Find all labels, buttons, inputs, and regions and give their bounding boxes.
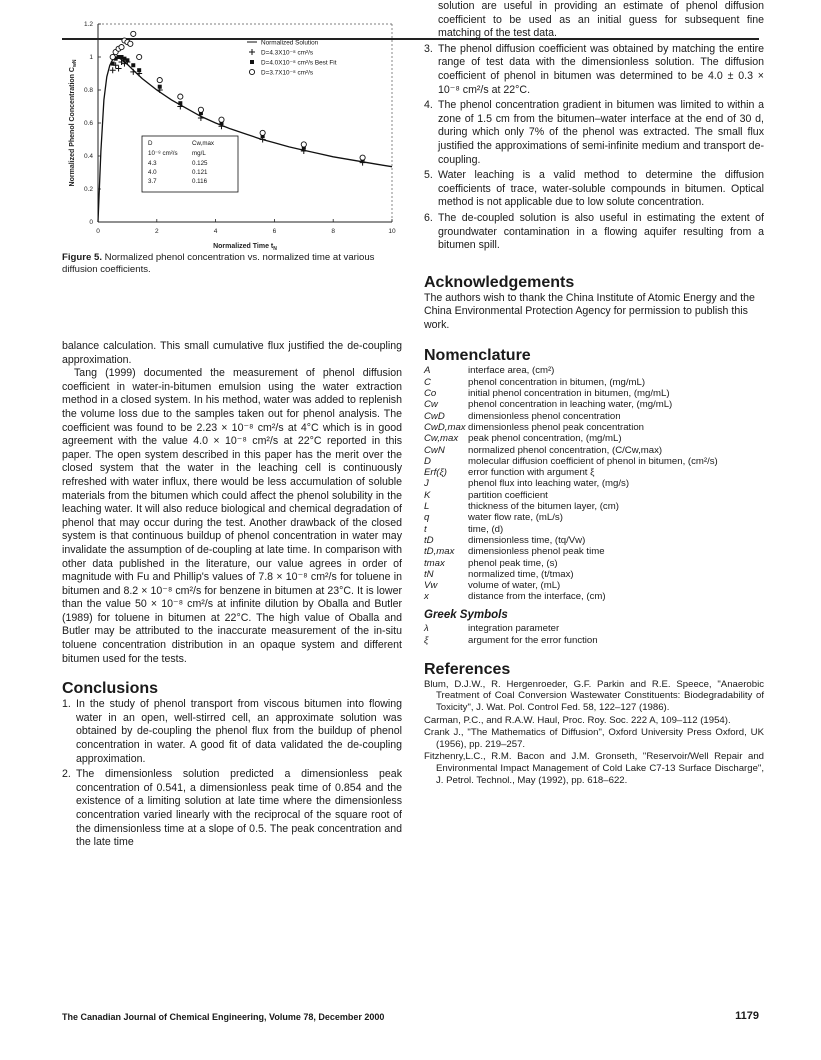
nomenclature-symbol: q xyxy=(424,512,430,524)
x-tick-label: 4 xyxy=(213,228,218,235)
square-data-point xyxy=(137,68,141,72)
conclusions-list-right xyxy=(424,0,764,253)
nomenclature-symbol: CwD,max xyxy=(424,421,466,433)
conclusion-text: Water leaching is a valid method to determine the diffusion coefficients of trace, water-soluble compounds in bitumen. Optical method is not applicable due to low solute concentration. xyxy=(438,169,764,209)
greek-symbols-heading: Greek Symbols xyxy=(424,608,508,621)
nomenclature-row xyxy=(424,365,764,376)
greek-symbol-definition: argument for the error function xyxy=(468,634,598,646)
nomenclature-symbol: CwD xyxy=(424,410,445,422)
conclusion-text: The dimensionless solution predicted a dimensionless peak concentration of 0.541, a dimensionless peak time of 0.854 and the existence of a limiting solution at late time where the dimensionless concentration varied linearly with the reciprocal of the square root of the dimensionless time at a slope of 0.5. The peak concentration and the late time xyxy=(76,768,402,849)
square-data-point xyxy=(158,85,162,89)
nomenclature-row xyxy=(424,524,764,535)
conclusions-list-left xyxy=(62,698,402,850)
nomenclature-row xyxy=(424,490,764,501)
nomenclature-symbol: Cw,max xyxy=(424,433,459,445)
nomenclature-definition: thickness of the bitumen layer, (cm) xyxy=(468,501,619,513)
acknowledgements-heading: Acknowledgements xyxy=(424,273,575,291)
inset-table-cell: 3.7 xyxy=(148,178,157,185)
x-tick-label: 0 xyxy=(96,228,100,235)
greek-symbol-symbol: λ xyxy=(424,623,429,635)
nomenclature-row xyxy=(424,411,764,422)
nomenclature-symbol: tD xyxy=(424,534,434,546)
nomenclature-symbol: Cw xyxy=(424,399,438,411)
nomenclature-symbol: CwN xyxy=(424,444,445,456)
nomenclature-definition: interface area, (cm²) xyxy=(468,365,555,377)
nomenclature-symbol: Vw xyxy=(424,580,438,592)
nomenclature-list xyxy=(424,365,764,602)
square-data-point xyxy=(178,101,182,105)
conclusion-item xyxy=(424,99,764,167)
x-axis-label: Normalized Time $t_N$ xyxy=(213,243,277,250)
circle-data-point xyxy=(137,54,142,59)
nomenclature-definition: time, (d) xyxy=(468,523,504,535)
figure-5 xyxy=(62,0,402,250)
greek-symbols-list xyxy=(424,623,764,646)
conclusion-item xyxy=(424,43,764,97)
paragraph-1: balance calculation. This small cumulative flux justified the de-coupling approximation. xyxy=(62,340,402,366)
conclusion-number: 5. xyxy=(424,169,433,182)
nomenclature-row xyxy=(424,422,764,433)
nomenclature-definition: dimensionless phenol concentration xyxy=(468,410,621,422)
circle-data-point xyxy=(198,107,203,112)
nomenclature-symbol: tN xyxy=(424,568,434,580)
reference-item: Carman, P.C., and R.A.W. Haul, Proc. Roy. Soc. 222 A, 109–112 (1954). xyxy=(424,714,731,726)
nomenclature-symbol: C xyxy=(424,376,431,388)
nomenclature-symbol: Erf(ξ) xyxy=(424,467,447,479)
right-column xyxy=(424,0,764,787)
inset-table-cell: 4.3 xyxy=(148,160,157,167)
nomenclature-row xyxy=(424,591,764,602)
nomenclature-symbol: J xyxy=(424,478,429,490)
nomenclature-row xyxy=(424,501,764,512)
y-tick-label: 1 xyxy=(89,54,93,62)
nomenclature-definition: partition coefficient xyxy=(468,489,548,501)
plus-data-point xyxy=(130,69,136,75)
nomenclature-row xyxy=(424,569,764,580)
nomenclature-definition: normalized phenol concentration, (C/Cw,max) xyxy=(468,444,663,456)
legend-square-marker xyxy=(250,60,254,64)
conclusion-number: 2. xyxy=(62,768,71,781)
figure-caption-text: Normalized phenol concentration vs. normalized time at various diffusion coefficients. xyxy=(62,252,375,275)
nomenclature-symbol: K xyxy=(424,489,431,501)
conclusion-text: The de-coupled solution is also useful in estimating the extent of groundwater contamination in a flowing aquifer resulting from a bitumen spill. xyxy=(438,211,764,252)
x-tick-label: 10 xyxy=(388,228,396,235)
circle-data-point xyxy=(178,94,183,99)
conclusion-item xyxy=(62,768,402,850)
y-axis-label: Normalized Phenol Concentration $C_{wN}$ xyxy=(69,59,78,187)
nomenclature-symbol: A xyxy=(424,365,431,377)
conclusions-heading: Conclusions xyxy=(62,680,159,698)
nomenclature-row xyxy=(424,399,764,410)
conclusion-text: In the study of phenol transport from viscous bitumen into flowing water in an open, well-stirred cell, an approximate solution was obtained by de-coupling the phenol flux from the buildup of phenol concentration in water. A good fit of data validated the de-coupling approximation. xyxy=(76,698,402,765)
nomenclature-row xyxy=(424,558,764,569)
references-list xyxy=(424,679,764,786)
inset-table-cell: 0.125 xyxy=(192,160,208,167)
reference-item: Fitzhenry,L.C., R.M. Bacon and J.M. Gronseth, "Reservoir/Well Repair and Environmental Impact Management of Cold Lake C7-13 Surface Discharge", J. Petrol. Technol., May (1992), pp. 618–622. xyxy=(424,751,764,786)
square-data-point xyxy=(131,63,135,67)
inset-table-cell: 0.116 xyxy=(192,178,208,185)
nomenclature-heading: Nomenclature xyxy=(424,347,531,365)
nomenclature-row xyxy=(424,467,764,478)
nomenclature-definition: phenol flux into leaching water, (mg/s) xyxy=(468,478,630,490)
nomenclature-definition: water flow rate, (mL/s) xyxy=(468,512,563,524)
nomenclature-definition: dimensionless phenol peak time xyxy=(468,546,605,558)
nomenclature-symbol: tD,max xyxy=(424,546,455,558)
circle-data-point xyxy=(260,130,265,135)
nomenclature-symbol: Co xyxy=(424,388,437,400)
greek-symbol-definition: integration parameter xyxy=(468,623,560,635)
circle-data-point xyxy=(128,41,133,46)
nomenclature-definition: phenol concentration in leaching water, (mg/mL) xyxy=(468,399,673,411)
inset-table-unit: mg/L xyxy=(192,150,206,157)
conclusion-number: 1. xyxy=(62,698,71,711)
legend-label: D=3.7X10⁻⁸ cm²/s xyxy=(261,69,314,77)
nomenclature-definition: error function with argument ξ xyxy=(468,467,595,479)
y-tick-label: 0 xyxy=(89,219,93,227)
nomenclature-row xyxy=(424,512,764,523)
inset-table-cell: 4.0 xyxy=(148,169,157,176)
greek-symbol-row xyxy=(424,623,764,634)
nomenclature-row xyxy=(424,377,764,388)
square-data-point xyxy=(125,58,129,62)
footer-journal: The Canadian Journal of Chemical Engineering, Volume 78, December 2000 xyxy=(62,1012,385,1022)
x-tick-label: 8 xyxy=(331,228,336,235)
nomenclature-row xyxy=(424,433,764,444)
conclusion-item xyxy=(424,212,764,253)
x-tick-label: 6 xyxy=(272,228,277,235)
nomenclature-definition: peak phenol concentration, (mg/mL) xyxy=(468,433,622,445)
nomenclature-row xyxy=(424,445,764,456)
inset-table-cell: 0.121 xyxy=(192,169,208,176)
conclusion-text: The phenol diffusion coefficient was obtained by matching the entire range of test data with the dimensionless solution. The diffusion coefficient of phenol in bitumen was determined to be 4.0 ± 0.3 × 10⁻⁸ cm²/s at 22°C. xyxy=(438,42,764,96)
y-tick-label: 0.2 xyxy=(83,186,93,194)
reference-item: Crank J., "The Mathematics of Diffusion", Oxford University Press Oxford, UK (1956), pp. 219–257. xyxy=(424,727,764,750)
inset-table-unit: 10⁻⁸ cm²/s xyxy=(148,150,178,157)
plus-data-point xyxy=(116,66,122,72)
reference-item: Blum, D.J.W., R. Hergenroeder, G.F. Parkin and R.E. Speece, "Anaerobic Treatment of Coal Conversion Wastewater Constituents: Biodegradability of Toxicity", J. Wat. Pol. Control Fed. 58, 122–127 (1986). xyxy=(424,678,764,714)
legend-label: Normalized Solution xyxy=(261,39,319,47)
conclusion-item xyxy=(424,169,764,210)
nomenclature-symbol: D xyxy=(424,455,431,467)
left-column xyxy=(62,0,402,852)
footer-page-number: 1179 xyxy=(735,1010,759,1022)
figure-5-chart xyxy=(62,0,402,250)
nomenclature-row xyxy=(424,478,764,489)
paragraph-2: Tang (1999) documented the measurement of phenol diffusion coefficient in water-in-bitumen emulsion using the water extraction method in a closed system. In his method, water was added to replenish the volume loss due to the samples taken out for phenol analysis. The coefficient was found to be 2.23 × 10⁻⁸ cm²/s at 4°C which is in good agreement with the value 4.0 × 10⁻⁸ cm²/s at 22°C reported in this paper. The open system described in this paper has the merit over the closed system that the water in the leaching cell is continuously refreshed with water influx, there would be less accumulation of soluble materials from the bitumen which could affect the phenol solubility in the leaching water. It will also reduce biological and chemical degradation of phenol that may occur during the test. Another drawback of the closed system is that continuous buildup of phenol concentration in water may invalidate the assumption of de-coupling at late time. In comparison with other data published in the literature, our value agrees in order of magnitude with Fu and Phillip's values of 7.8 × 10⁻⁸ cm²/s for toluene in bitumen and 8.2 × 10⁻⁸ cm²/s for benzene in bitumen at 23°C. It is lower than the value 50 × 10⁻⁸ cm²/s at infinite dilution by Oballa and Butler (1989) for toluene in bitumen at 22°C. The high value of Oballa and Butler may be attributed to the inaccurate measurement of the in-situ toluene concentration distribution in an opaque system and different bitumen used for the tests. xyxy=(62,367,402,665)
legend-circle-marker xyxy=(249,69,254,74)
nomenclature-definition: normalized time, (t/tmax) xyxy=(468,568,574,580)
nomenclature-definition: volume of water, (mL) xyxy=(468,580,561,592)
nomenclature-definition: phenol concentration in bitumen, (mg/mL) xyxy=(468,376,646,388)
nomenclature-definition: distance from the interface, (cm) xyxy=(468,591,606,603)
figure-caption xyxy=(62,252,402,276)
x-tick-label: 2 xyxy=(154,228,159,235)
figure-caption-label: Figure 5. xyxy=(62,252,102,263)
circle-data-point xyxy=(131,31,136,36)
legend-label: D=4.0X10⁻⁸ cm²/s Best Fit xyxy=(261,59,337,67)
nomenclature-definition: dimensionless phenol peak concentration xyxy=(468,421,644,433)
circle-data-point xyxy=(360,155,365,160)
conclusion-text: The phenol concentration gradient in bitumen was limited to within a zone of 1.5 cm from the bitumen–water interface at the end of 30 d, during which only 7% of the phenol was extracted. The small flux justified the approximations of semi-infinite medium and transport de-coupling. xyxy=(438,99,764,166)
square-data-point xyxy=(111,62,115,66)
circle-data-point xyxy=(157,78,162,83)
nomenclature-row xyxy=(424,456,764,467)
references-heading: References xyxy=(424,660,511,678)
nomenclature-definition: phenol peak time, (s) xyxy=(468,557,558,569)
nomenclature-symbol: x xyxy=(424,591,429,603)
conclusion-number: 3. xyxy=(424,42,433,55)
nomenclature-row xyxy=(424,546,764,557)
conclusion-item xyxy=(62,698,402,766)
nomenclature-row xyxy=(424,580,764,591)
y-tick-label: 0.6 xyxy=(83,120,93,128)
circle-data-point xyxy=(301,142,306,147)
nomenclature-definition: dimensionless time, (tq/Vw) xyxy=(468,534,586,546)
y-tick-label: 0.8 xyxy=(83,87,93,95)
x-axis-label-subscript: N xyxy=(273,246,277,250)
nomenclature-definition: initial phenol concentration in bitumen, (mg/mL) xyxy=(468,388,670,400)
legend-label: D=4.3X10⁻⁸ cm²/s xyxy=(261,49,314,57)
legend-plus-marker xyxy=(249,49,255,55)
conclusion-item xyxy=(424,0,764,41)
circle-data-point xyxy=(119,45,124,50)
y-axis-label-subscript: wN xyxy=(72,59,78,68)
conclusion-text: solution are useful in providing an estimate of phenol diffusion coefficient to be used as an initial guess for subsequent fine matching of the test data. xyxy=(438,0,764,40)
y-tick-label: 1.2 xyxy=(83,21,93,29)
nomenclature-symbol: tmax xyxy=(424,557,445,569)
nomenclature-symbol: t xyxy=(424,523,427,535)
conclusion-number: 6. xyxy=(424,211,433,224)
acknowledgements-text: The authors wish to thank the China Institute of Atomic Energy and the China Environmental Protection Agency for permission to publish this work. xyxy=(424,291,755,331)
nomenclature-definition: molecular diffusion coefficient of phenol in bitumen, (cm²/s) xyxy=(468,455,718,467)
circle-data-point xyxy=(110,54,115,59)
nomenclature-symbol: L xyxy=(424,501,430,513)
nomenclature-row xyxy=(424,535,764,546)
inset-table-header: D xyxy=(148,140,153,147)
greek-symbol-symbol: ξ xyxy=(424,634,429,646)
nomenclature-row xyxy=(424,388,764,399)
greek-symbol-row xyxy=(424,635,764,646)
conclusion-number: 4. xyxy=(424,99,433,112)
circle-data-point xyxy=(219,117,224,122)
inset-table-header: Cw,max xyxy=(192,140,215,147)
y-tick-label: 0.4 xyxy=(83,153,93,161)
plus-data-point xyxy=(110,67,116,73)
